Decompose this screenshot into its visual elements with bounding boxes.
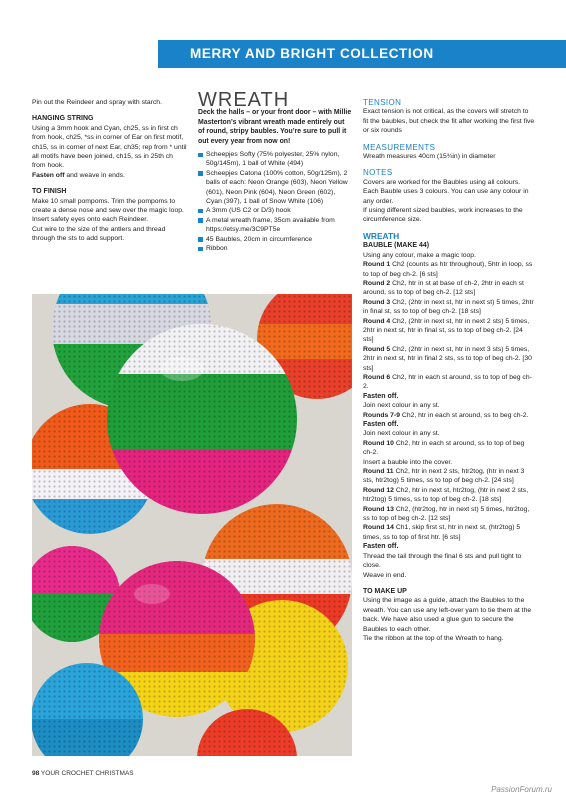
- fasten-rest: and weave in ends.: [64, 171, 125, 179]
- round-text: Ch2, htr in each st around, ss to beg ch-2.: [400, 411, 529, 419]
- notes-label: NOTES: [363, 168, 393, 178]
- bauble-intro: Using any colour, make a magic loop.: [363, 251, 476, 259]
- finish-line: Make 10 small pompoms. Trim the pompoms to create a dense nose and sew over the magic loop.: [32, 197, 184, 215]
- round-instruction: [363, 260, 535, 279]
- join-line: Join next colour in any st.: [363, 402, 440, 410]
- round-label: Round 10: [363, 439, 394, 447]
- round-label: Rounds 7-9: [363, 411, 401, 419]
- material-item: A 3mm (US C2 or D/3) hook: [198, 206, 352, 215]
- fasten-off: Fasten off.: [363, 543, 399, 551]
- finish-heading: TO FINISH: [32, 188, 67, 196]
- column-right: [363, 98, 535, 643]
- notes-line: If using different sized baubles, work increases to the circumference size.: [363, 207, 523, 224]
- column-left: [32, 98, 188, 244]
- finish-line: Insert safety eyes onto each Reindeer.: [32, 216, 148, 224]
- makeup-text: Using the image as a guide, attach the Baubles to the wreath. You can use any left-over yarn to tie them at the back. We have also used a glue gun to secure the Baubles to each other.: [363, 597, 532, 633]
- round-instruction: [363, 345, 535, 373]
- page-footer: [32, 770, 134, 777]
- round-label: Round 4: [363, 317, 391, 325]
- thread-line: Thread the tail through the final 6 sts and pull tight to close.: [363, 552, 522, 570]
- banner-title: MERRY AND BRIGHT COLLECTION: [190, 46, 434, 61]
- intro-line: Pin out the Reindeer and spray with starch.: [32, 99, 162, 106]
- hanging-heading: HANGING STRING: [32, 115, 94, 123]
- round-instruction: [363, 505, 535, 524]
- makeup-last: Tie the ribbon at the top of the Wreath to hang.: [363, 634, 504, 642]
- page-number: 98: [32, 770, 40, 777]
- round-text: Ch2, (2htr in next st, htr in next st) 5 times, 2htr in final st, ss to top of beg ch-2. [18 sts]: [363, 298, 534, 316]
- round-text: Ch2, (2htr in next st, htr in next 3 sts) 5 times, 2htr in next st, htr in final 2 sts, ss to top of beg ch-2. [30 sts]: [363, 345, 532, 372]
- pattern-intro: Deck the halls – or your front door – with Millie Masterton’s vibrant wreath made entirely out of round, stripy baubles. You’re sure to pull it out every year from now on!: [198, 109, 352, 145]
- round-text: Ch2, htr in each st around, ss to top of beg ch-2.: [363, 439, 525, 457]
- fasten-line: [32, 171, 188, 180]
- round-instruction: [363, 467, 535, 486]
- round-label: Round 5: [363, 345, 391, 353]
- measurements-text: Wreath measures 40cm (15¾in) in diameter: [363, 153, 496, 161]
- round-instruction: [363, 373, 535, 392]
- round-instruction: [363, 317, 535, 345]
- insert-line: Insert a bauble into the cover.: [363, 458, 453, 466]
- fasten-label: Fasten off: [32, 171, 65, 179]
- round-instruction: [363, 279, 535, 298]
- round-instruction: [363, 439, 535, 458]
- tension-label: TENSION: [363, 98, 402, 107]
- finish-line: Cut wire to the size of the antlers and thread through the sts to add support.: [32, 225, 166, 243]
- material-item: Ribbon: [198, 244, 352, 253]
- round-text: Ch2, (2htr in next st, htr in next 2 sts) 5 times, 2htr in next st, htr in final st, ss to top of beg ch-2. [24 sts]: [363, 317, 530, 344]
- round-label: Round 6: [363, 373, 391, 381]
- round-label: Round 11: [363, 468, 394, 476]
- round-text: Ch2, htr in next st, htr2tog, (htr in next 2 sts, htr2tog) 5 times, ss to top of beg ch-2. [18 sts]: [363, 486, 529, 504]
- round-label: Round 2: [363, 279, 391, 287]
- join-line: Join next colour in any st.: [363, 430, 440, 438]
- material-item: Scheepjes Catona (100% cotton, 50g/125m), 2 balls of each: Neon Orange (603), Neon Yellow (601), Neon Pink (604), Neon Green (602), Cyan (397), 1 ball of Snow White (106): [198, 169, 352, 207]
- round-text: Ch1, skip first st, htr in next st, (htr2tog) 5 times, ss to top of first htr. [6 sts]: [363, 524, 521, 541]
- hanging-text: Using a 3mm hook and Cyan, ch25, ss in first ch from hook, ch25, *ss in corner of Ear on first motif, ch15, ss in corner of next Ear, ch35; rep from * until all motifs have been joined, ch15, ss in 25th ch from hook.: [32, 124, 187, 170]
- round-instruction: [363, 298, 535, 317]
- round-instruction: [363, 486, 535, 505]
- round-text: Ch2, htr in each st around, ss to top of beg ch-2.: [363, 373, 532, 391]
- material-item: A metal wreath frame, 35cm available from https://etsy.me/3C9PT5e: [198, 216, 352, 235]
- notes-line: Covers are worked for the Baubles using all colours. Each Bauble uses 3 colours. You can use any colour in any order.: [363, 178, 529, 205]
- round-label: Round 13: [363, 505, 394, 513]
- tension-text: Exact tension is not critical, as the covers will stretch to fit the baubles, but check the fit after working the first five or six rounds: [363, 108, 535, 135]
- baubles-illustration: [32, 294, 352, 756]
- baubles-photo: [32, 294, 352, 756]
- material-item: Scheepjes Softy (75% polyester, 25% nylon, 50g/145m), 1 ball of White (494): [198, 150, 352, 169]
- wreath-heading: WREATH: [363, 230, 400, 241]
- column-middle: [198, 89, 352, 254]
- round-label: Round 12: [363, 486, 394, 494]
- materials-list: [198, 150, 352, 253]
- round-text: Ch2, (htr2tog, htr in next st) 5 times, htr2tog, ss to top of beg ch-2. [12 sts]: [363, 505, 530, 523]
- round-label: Round 14: [363, 524, 394, 532]
- material-item: 45 Baubles, 20cm in circumference: [198, 235, 352, 244]
- magazine-name: YOUR CROCHET CHRISTMAS: [39, 770, 134, 777]
- round-label: Round 1: [363, 261, 391, 269]
- watermark: PassionForum.ru: [491, 785, 552, 794]
- round-text: Ch2, htr in next 2 sts, htr2tog, (htr in next 3 sts, htr2tog) 5 times, ss to top of beg ch-2. [24 sts]: [363, 468, 525, 485]
- round-text: Ch2 (counts as htr throughout), 5htr in loop, ss to top of beg ch-2. [6 sts]: [363, 261, 533, 278]
- fasten-off: Fasten off.: [363, 421, 399, 428]
- bauble-heading: BAUBLE (MAKE 44): [363, 242, 430, 250]
- measurements-label: MEASUREMENTS: [363, 142, 436, 152]
- thread-line: Weave in end.: [363, 571, 407, 579]
- round-instruction: [363, 523, 535, 542]
- pattern-title: WREATH: [198, 89, 290, 111]
- makeup-heading: TO MAKE UP: [363, 587, 407, 595]
- round-text: Ch2, htr in st at base of ch-2, 2htr in each st around, ss to top of beg ch-2. [12 sts]: [363, 279, 524, 297]
- fasten-off: Fasten off.: [363, 392, 399, 400]
- round-label: Round 3: [363, 298, 391, 306]
- section-banner: [158, 40, 566, 68]
- round-instruction: [363, 411, 535, 420]
